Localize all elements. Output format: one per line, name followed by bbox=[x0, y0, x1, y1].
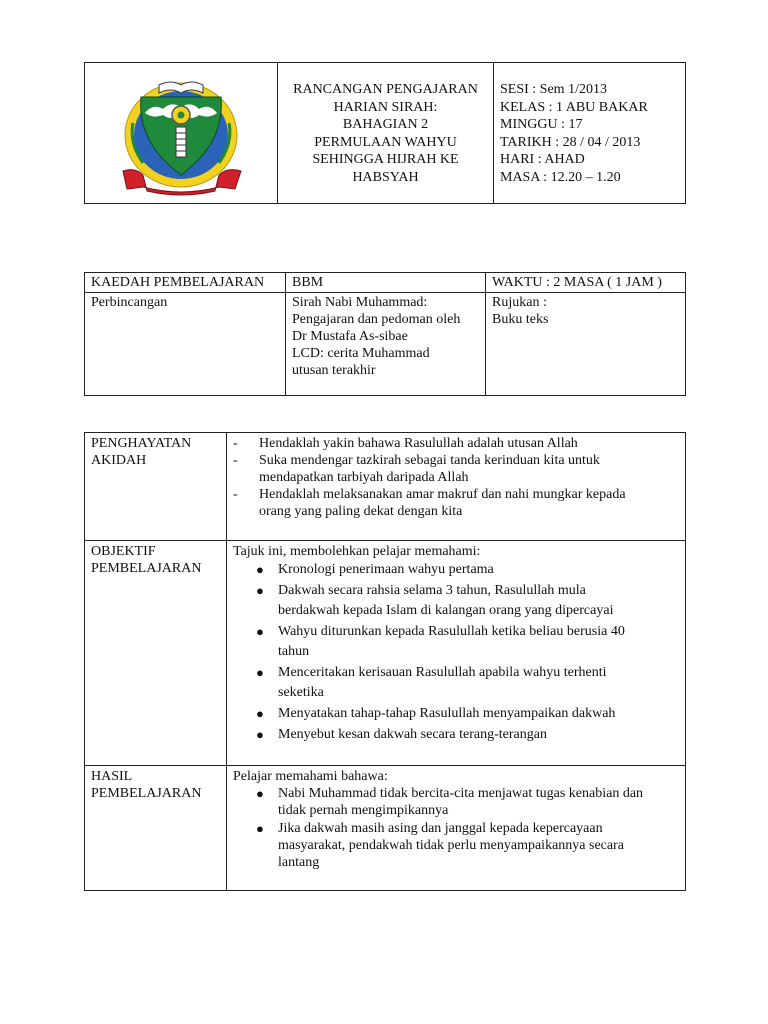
date-line: TARIKH : 28 / 04 / 2013 bbox=[500, 134, 641, 150]
day-line: HARI : AHAD bbox=[500, 152, 585, 167]
item-text: Wahyu diturunkan kepada Rasulullah ketika beliau berusia 40 bbox=[278, 624, 625, 639]
bbm-value bbox=[286, 293, 486, 396]
item-text: berdakwah kepada Islam di kalangan orang yang dipercayai bbox=[278, 603, 614, 618]
bbm-line: LCD: cerita Muhammad bbox=[292, 346, 430, 361]
list-item: ● Kronologi penerimaan wahyu pertama bbox=[256, 562, 494, 577]
kaedah-text: Perbincangan bbox=[91, 295, 168, 310]
list-item: - Hendaklah yakin bahawa Rasulullah adalah utusan Allah bbox=[233, 436, 578, 451]
penghayatan-label bbox=[85, 433, 227, 541]
item-text: Suka mendengar tazkirah sebagai tanda kerinduan kita untuk bbox=[259, 453, 600, 468]
bbm-line: Pengajaran dan pedoman oleh bbox=[292, 312, 461, 327]
label-line: PENGHAYATAN bbox=[91, 436, 192, 451]
label-line: PEMBELAJARAN bbox=[91, 561, 202, 576]
hasil-content bbox=[227, 766, 686, 891]
item-text: Menceritakan kerisauan Rasulullah apabila wahyu terhenti bbox=[278, 665, 607, 680]
objektif-label bbox=[85, 541, 227, 766]
bbm-header: BBM bbox=[286, 273, 486, 293]
label-line: HASIL bbox=[91, 769, 133, 784]
session-info bbox=[494, 63, 686, 204]
list-item: - Hendaklah melaksanakan amar makruf dan nahi mungkar kepada orang yang paling dekat dengan kita bbox=[233, 487, 626, 519]
item-text: Dakwah secara rahsia selama 3 tahun, Rasulullah mula bbox=[278, 583, 586, 598]
bbm-line: utusan terakhir bbox=[292, 363, 376, 378]
session-line: SESI : Sem 1/2013 bbox=[500, 82, 607, 97]
title-line: SEHINGGA HIJRAH KE bbox=[312, 152, 459, 167]
title-line: PERMULAAN WAHYU bbox=[314, 134, 457, 150]
lesson-details-table bbox=[84, 432, 686, 891]
list-item: - Suka mendengar tazkirah sebagai tanda kerinduan kita untuk mendapatkan tarbiyah daripada Allah bbox=[233, 453, 600, 485]
title-line: BAHAGIAN 2 bbox=[342, 117, 429, 132]
rujukan-text: Buku teks bbox=[492, 312, 549, 327]
rujukan-label: Rujukan : bbox=[492, 295, 547, 310]
time-line: MASA : 12.20 – 1.20 bbox=[500, 169, 621, 185]
header-table bbox=[84, 62, 686, 204]
item-text: tidak pernah mengimpikannya bbox=[278, 803, 449, 818]
item-text: Nabi Muhammad tidak bercita-cita menjawat tugas kenabian dan bbox=[278, 786, 644, 801]
item-text: Hendaklah melaksanakan amar makruf dan nahi mungkar kepada bbox=[259, 487, 626, 502]
title-line: HABSYAH bbox=[352, 169, 419, 185]
bbm-line: Dr Mustafa As-sibae bbox=[292, 329, 408, 344]
item-text: Menyatakan tahap-tahap Rasulullah menyampaikan dakwah bbox=[278, 706, 616, 721]
item-text: orang yang paling dekat dengan kita bbox=[259, 504, 463, 519]
kaedah-value bbox=[85, 293, 286, 396]
method-table bbox=[84, 272, 686, 396]
label-line: PEMBELAJARAN bbox=[91, 786, 202, 801]
label-line: OBJEKTIF bbox=[91, 544, 156, 559]
kaedah-header: KAEDAH PEMBELAJARAN bbox=[85, 273, 286, 293]
item-text: lantang bbox=[278, 855, 320, 870]
label-line: AKIDAH bbox=[91, 453, 147, 468]
list-item: ● Nabi Muhammad tidak bercita-cita menjawat tugas kenabian dan tidak pernah mengimpikannya bbox=[256, 786, 644, 818]
title-line: RANCANGAN PENGAJARAN bbox=[293, 82, 478, 97]
penghayatan-content bbox=[227, 433, 686, 541]
objektif-content bbox=[227, 541, 686, 766]
school-crest-icon bbox=[85, 63, 277, 203]
item-text: Kronologi penerimaan wahyu pertama bbox=[278, 562, 494, 577]
item-text: tahun bbox=[278, 644, 310, 659]
week-line: MINGGU : 17 bbox=[500, 117, 583, 132]
class-line: KELAS : 1 ABU BAKAR bbox=[500, 99, 648, 115]
list-item: ● Menyatakan tahap-tahap Rasulullah menyampaikan dakwah bbox=[256, 706, 616, 721]
plan-title bbox=[278, 63, 494, 204]
list-item: ● Menyebut kesan dakwah secara terang-terangan bbox=[256, 727, 547, 742]
list-item: ● Wahyu diturunkan kepada Rasulullah ketika beliau berusia 40 tahun bbox=[256, 624, 625, 659]
item-text: Menyebut kesan dakwah secara terang-terangan bbox=[278, 727, 547, 742]
hasil-label bbox=[85, 766, 227, 891]
waktu-header: WAKTU : 2 MASA ( 1 JAM ) bbox=[486, 273, 686, 293]
logo-cell bbox=[85, 63, 278, 204]
rujukan-value bbox=[486, 293, 686, 396]
title-line: HARIAN SIRAH: bbox=[333, 99, 438, 115]
item-text: Jika dakwah masih asing dan janggal kepada kepercayaan bbox=[278, 821, 603, 836]
hasil-intro: Pelajar memahami bahawa: bbox=[233, 769, 388, 784]
list-item: ● Dakwah secara rahsia selama 3 tahun, Rasulullah mula berdakwah kepada Islam di kalangan orang yang dipercayai bbox=[256, 583, 614, 618]
item-text: Hendaklah yakin bahawa Rasulullah adalah utusan Allah bbox=[259, 436, 578, 451]
item-text: mendapatkan tarbiyah daripada Allah bbox=[259, 470, 469, 485]
bbm-line: Sirah Nabi Muhammad: bbox=[292, 295, 428, 310]
objektif-intro: Tajuk ini, membolehkan pelajar memahami: bbox=[233, 544, 481, 559]
list-item: ● Jika dakwah masih asing dan janggal kepada kepercayaan masyarakat, pendakwah tidak perlu menyampaikannya secara lantang bbox=[256, 821, 624, 870]
list-item: ● Menceritakan kerisauan Rasulullah apabila wahyu terhenti seketika bbox=[256, 665, 607, 700]
item-text: seketika bbox=[278, 685, 324, 700]
item-text: masyarakat, pendakwah tidak perlu menyampaikannya secara bbox=[278, 838, 624, 853]
